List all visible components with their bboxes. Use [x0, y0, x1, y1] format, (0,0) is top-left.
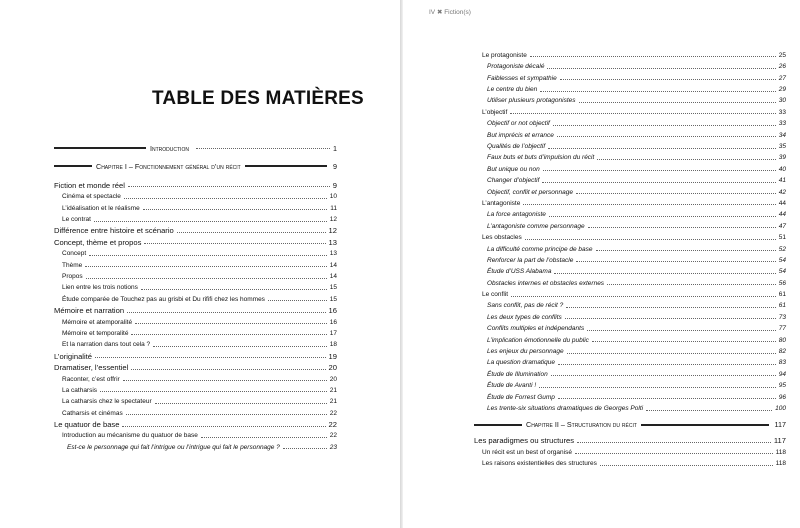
- toc-entry-page: 12: [328, 226, 337, 236]
- leader-dots: [131, 334, 326, 335]
- toc-entry-page: 117: [773, 436, 786, 446]
- leader-dots: [122, 426, 325, 427]
- leader-dots: [587, 330, 776, 331]
- toc-entries: [474, 48, 786, 413]
- toc-entry-label: La catharsis chez le spectateur: [62, 398, 152, 406]
- toc-entry-label: La force antagoniste: [487, 211, 546, 219]
- leader-dots: [597, 159, 775, 160]
- toc-entry-page: 54: [778, 268, 786, 276]
- toc-entry-page: 47: [778, 222, 786, 230]
- leader-dots: [177, 232, 326, 233]
- toc-entry-label: Mémoire et atemporalité: [62, 318, 133, 326]
- toc-entry-page: 20: [328, 363, 337, 373]
- toc-entry: [54, 417, 337, 428]
- toc-entry-page: 14: [329, 261, 337, 269]
- toc-entry-page: 80: [778, 336, 786, 344]
- toc-entry-label: Les paradigmes ou structures: [474, 436, 575, 446]
- toc-entry: [474, 287, 786, 298]
- toc-entry: [474, 230, 786, 241]
- leader-dots: [89, 255, 327, 256]
- leader-dots: [551, 375, 776, 376]
- toc-entry: [474, 390, 786, 401]
- toc-entry-page: 94: [778, 370, 786, 378]
- toc-entry: [474, 162, 786, 173]
- heading-rule: [245, 165, 327, 167]
- toc-entry: [54, 360, 337, 371]
- toc-entry-label: Mémoire et temporalité: [62, 329, 129, 337]
- toc-entry-page: 54: [778, 256, 786, 264]
- toc-entry: [474, 151, 786, 162]
- leader-dots: [268, 300, 327, 301]
- toc-entry-label: Cinéma et spectacle: [62, 193, 121, 201]
- toc-entry-page: 83: [778, 359, 786, 367]
- leader-dots: [127, 312, 325, 313]
- leader-dots: [100, 391, 327, 392]
- toc-entry-page: 22: [328, 420, 337, 429]
- page-title: TABLE DES MATIÈRES: [152, 88, 364, 109]
- leader-dots: [153, 346, 327, 347]
- leader-dots: [566, 307, 776, 308]
- toc-entry: [474, 207, 786, 218]
- toc-entry: [474, 128, 786, 139]
- toc-entry: [474, 242, 786, 253]
- toc-entry-label: Introduction au mécanisme du quatuor de base: [62, 432, 198, 440]
- toc-entry-page: 39: [778, 154, 786, 162]
- toc-entry-label: Le contrat: [62, 216, 91, 224]
- toc-entry-page: 13: [328, 237, 337, 247]
- toc-entry-page: 14: [329, 273, 337, 281]
- toc-entry: [474, 82, 786, 93]
- leader-dots: [565, 318, 776, 319]
- toc-entry-label: Qualités de l’objectif: [487, 143, 546, 151]
- leader-dots: [646, 410, 772, 411]
- toc-entry: [474, 344, 786, 355]
- toc-entry: [54, 212, 337, 223]
- toc-entry-label: Les trente-six situations dramatiques de Georges Polti: [487, 405, 644, 412]
- toc-entry: [474, 59, 786, 70]
- toc-entry-page: 16: [329, 318, 337, 326]
- leader-dots: [553, 125, 776, 126]
- leader-dots: [540, 91, 776, 92]
- toc-entry: [54, 246, 337, 257]
- toc-entry: [474, 276, 786, 287]
- toc-entry: [474, 456, 786, 467]
- toc-entry-page: 77: [778, 325, 786, 333]
- toc-entry: [474, 401, 786, 412]
- leader-dots: [592, 341, 776, 342]
- toc-entry-label: Protagoniste décalé: [487, 63, 545, 71]
- toc-entry-label: Étude comparée de Touchez pas au grisbi et Du rififi chez les hommes: [62, 295, 265, 303]
- toc-entry-label: Étude de Forrest Gump: [487, 393, 555, 401]
- leader-dots: [543, 170, 776, 171]
- toc-entry: [474, 321, 786, 332]
- chapter-title: Chapitre II – Structuration du récit: [526, 420, 637, 429]
- toc-entry-page: 33: [778, 108, 786, 116]
- toc-entry-label: L’originalité: [54, 351, 92, 361]
- leader-dots: [557, 136, 776, 137]
- toc-entry-page: 52: [778, 245, 786, 253]
- toc-entry-label: Les deux types de conflits: [487, 313, 562, 321]
- toc-entry: [474, 94, 786, 105]
- toc-entry-label: Changer d’objectif: [487, 177, 540, 185]
- leader-dots: [600, 465, 773, 466]
- toc-entry-label: Un récit est un best of organisé: [482, 448, 572, 456]
- toc-entry: [54, 235, 337, 246]
- toc-entry-page: 27: [778, 74, 786, 82]
- leader-dots: [549, 216, 776, 217]
- toc-entry-page: 44: [778, 199, 786, 207]
- toc-entry-page: 11: [330, 204, 337, 212]
- toc-entry-label: Les obstacles: [482, 234, 522, 242]
- toc-entry-label: But unique ou non: [487, 165, 540, 173]
- toc-entry-label: But imprécis et errance: [487, 131, 554, 139]
- toc-entry: [474, 219, 786, 230]
- running-head: IV ✖ Fiction(s): [429, 9, 471, 16]
- leader-dots: [196, 148, 330, 149]
- toc-entry-label: Est-ce le personnage qui fait l’intrigue ou l’intrigue qui fait le personnage ?: [67, 443, 280, 451]
- leader-dots: [567, 353, 776, 354]
- toc-entry-label: Concept, thème et propos: [54, 237, 142, 247]
- toc-entry: [474, 253, 786, 264]
- introduction-heading: [54, 142, 337, 154]
- toc-entry: [54, 394, 337, 405]
- toc-entry-page: 13: [329, 250, 337, 258]
- toc-entry: [474, 299, 786, 310]
- toc-entry: [54, 281, 337, 292]
- toc-entry: [54, 326, 337, 337]
- toc-entry-page: 56: [778, 279, 786, 287]
- toc-entry-label: Objectif or not objectif: [487, 120, 550, 128]
- toc-entry-label: La catharsis: [62, 386, 98, 394]
- chapter-heading: [54, 160, 337, 172]
- toc-entry: [54, 440, 337, 451]
- leader-dots: [123, 380, 327, 381]
- toc-entry-label: Le protagoniste: [482, 51, 527, 59]
- toc-entry-label: Obstacles internes et obstacles externes: [487, 279, 605, 287]
- toc-entry-page: 15: [329, 284, 337, 292]
- leader-dots: [576, 193, 776, 194]
- toc-entry-page: 95: [778, 382, 786, 390]
- toc-entry-page: 61: [778, 302, 786, 310]
- toc-entry-label: Faiblesses et sympathie: [487, 74, 557, 82]
- toc-entry-label: Étude d’USS Alabama: [487, 268, 552, 276]
- toc-entry-page: 21: [329, 398, 337, 406]
- toc-entry: [474, 116, 786, 127]
- toc-entry-label: L’antagoniste comme personnage: [487, 222, 585, 230]
- toc-entry-label: Sans conflit, pas de récit ?: [487, 302, 564, 310]
- toc-entry-page: 23: [329, 443, 337, 451]
- toc-entry-page: 82: [778, 348, 786, 356]
- toc-entry: [474, 367, 786, 378]
- leader-dots: [577, 442, 771, 443]
- toc-entry: [54, 178, 337, 189]
- toc-entry-page: 20: [329, 375, 337, 383]
- toc-entry: [54, 372, 337, 383]
- toc-entry: [474, 264, 786, 275]
- leader-dots: [126, 414, 327, 415]
- toc-entry-label: L’antagoniste: [482, 199, 521, 207]
- toc-entry-label: Mémoire et narration: [54, 306, 125, 316]
- leader-dots: [144, 243, 325, 244]
- toc-entry: [54, 292, 337, 303]
- toc-entry: [54, 269, 337, 280]
- leader-dots: [530, 56, 776, 57]
- leader-dots: [283, 448, 327, 449]
- toc-entry-page: 21: [329, 386, 337, 394]
- introduction-page: 1: [333, 143, 337, 153]
- toc-entry: [54, 258, 337, 269]
- toc-entry-label: Étude de Illumination: [487, 370, 548, 378]
- leader-dots: [86, 278, 327, 279]
- leader-dots: [128, 186, 330, 187]
- toc-entry: [474, 173, 786, 184]
- toc-right: [474, 48, 786, 468]
- toc-entry-page: 118: [775, 448, 786, 456]
- toc-entry: [474, 196, 786, 207]
- toc-entry: [474, 356, 786, 367]
- leader-dots: [201, 437, 327, 438]
- toc-entry: [54, 429, 337, 440]
- leader-dots: [575, 453, 773, 454]
- toc-entry-page: 22: [329, 432, 337, 440]
- toc-entry-page: 22: [329, 409, 337, 417]
- toc-entry-label: Le conflit: [482, 291, 509, 299]
- toc-entry: [474, 378, 786, 389]
- chapter-heading: [474, 419, 786, 431]
- toc-entry-label: Thème: [62, 261, 83, 269]
- toc-entry-page: 34: [778, 131, 786, 139]
- toc-entry-label: Et la narration dans tout cela ?: [62, 341, 151, 349]
- leader-dots: [542, 182, 775, 183]
- leader-dots: [539, 387, 776, 388]
- toc-entry-page: 61: [778, 291, 786, 299]
- toc-entry: [474, 445, 786, 456]
- toc-entry-page: 16: [328, 306, 337, 316]
- leader-dots: [547, 68, 775, 69]
- toc-entry: [54, 337, 337, 348]
- toc-entry-label: Le quatuor de base: [54, 420, 120, 429]
- toc-entry: [54, 303, 337, 314]
- toc-entry-label: Objectif, conflit et personnage: [487, 188, 573, 196]
- toc-entry-page: 12: [329, 216, 337, 224]
- chapter-page: 117: [774, 420, 786, 429]
- toc-entry: [474, 71, 786, 82]
- toc-entry-page: 42: [778, 188, 786, 196]
- leader-dots: [85, 266, 327, 267]
- leader-dots: [554, 273, 775, 274]
- toc-entry-page: 73: [778, 313, 786, 321]
- toc-entry-label: Raconter, c’est offrir: [62, 375, 120, 383]
- leader-dots: [143, 209, 328, 210]
- toc-entry-label: Faux buts et buts d’impulsion du récit: [487, 154, 595, 162]
- toc-entry-page: 100: [775, 405, 786, 412]
- toc-entry: [54, 406, 337, 417]
- toc-entry: [54, 383, 337, 394]
- heading-rule: [474, 424, 522, 426]
- toc-entry-page: 17: [329, 329, 337, 337]
- toc-entry: [54, 349, 337, 360]
- toc-entry-page: 18: [329, 341, 337, 349]
- leader-dots: [596, 250, 776, 251]
- toc-entry: [54, 315, 337, 326]
- toc-entry-label: Concept: [62, 250, 87, 258]
- toc-entry-label: Propos: [62, 273, 83, 281]
- leader-dots: [576, 261, 775, 262]
- toc-entry-label: Catharsis et cinémas: [62, 409, 123, 417]
- chapter-title: Chapitre I – Fonctionnement général d’un récit: [96, 161, 241, 171]
- toc-entry-label: Étude de Avanti !: [487, 382, 537, 390]
- toc-entry: [474, 310, 786, 321]
- leader-dots: [525, 239, 776, 240]
- toc-entry-page: 9: [332, 180, 337, 190]
- toc-entry-page: 10: [329, 193, 337, 201]
- toc-entry: [474, 333, 786, 344]
- heading-rule: [641, 424, 769, 426]
- toc-entry-page: 25: [778, 51, 786, 59]
- toc-entry-page: 35: [778, 143, 786, 151]
- toc-entry: [54, 201, 337, 212]
- toc-entry-page: 29: [778, 86, 786, 94]
- leader-dots: [607, 284, 776, 285]
- toc-left: [54, 142, 337, 451]
- toc-entry: [474, 434, 786, 445]
- toc-entry-label: Différence entre histoire et scénario: [54, 226, 174, 236]
- toc-entry-label: La question dramatique: [487, 359, 555, 367]
- toc-entry-page: 41: [778, 177, 786, 185]
- toc-entry-label: Renforcer la part de l’obstacle: [487, 256, 574, 264]
- toc-entry-label: Utiliser plusieurs protagonistes: [487, 97, 576, 105]
- toc-entry-page: 33: [778, 120, 786, 128]
- leader-dots: [588, 227, 776, 228]
- heading-rule: [54, 165, 92, 167]
- toc-entry-label: Les raisons existentielles des structures: [482, 460, 597, 468]
- leader-dots: [579, 102, 776, 103]
- toc-entry-page: 51: [778, 234, 786, 242]
- introduction-title: Introduction: [150, 143, 189, 153]
- toc-entry-page: 96: [778, 393, 786, 401]
- toc-entry-page: 44: [778, 211, 786, 219]
- toc-entry-page: 15: [329, 295, 337, 303]
- toc-entry-label: Fiction et monde réel: [54, 180, 125, 190]
- leader-dots: [124, 198, 327, 199]
- leader-dots: [155, 403, 327, 404]
- toc-entry-label: La difficulté comme principe de base: [487, 245, 593, 253]
- toc-entries: [474, 434, 786, 468]
- toc-entry: [474, 185, 786, 196]
- leader-dots: [511, 296, 776, 297]
- toc-entry-label: Lien entre les trois notions: [62, 284, 138, 292]
- toc-entry-label: L’implication émotionnelle du public: [487, 336, 589, 344]
- toc-entry-label: Le centre du bien: [487, 86, 538, 94]
- toc-entry: [54, 189, 337, 200]
- leader-dots: [131, 369, 325, 370]
- toc-entry: [474, 105, 786, 116]
- toc-entry-page: 118: [775, 460, 786, 468]
- toc-entry-page: 30: [778, 97, 786, 105]
- toc-entry-page: 26: [778, 63, 786, 71]
- leader-dots: [95, 357, 326, 358]
- toc-entry: [474, 139, 786, 150]
- toc-entry-label: Les enjeux du personnage: [487, 348, 564, 356]
- heading-rule: [54, 147, 146, 149]
- toc-entry-label: L’idéalisation et le réalisme: [62, 204, 140, 212]
- leader-dots: [558, 364, 776, 365]
- toc-entries: [54, 178, 337, 451]
- leader-dots: [94, 221, 327, 222]
- leader-dots: [548, 148, 776, 149]
- toc-entry: [474, 48, 786, 59]
- leader-dots: [558, 398, 776, 399]
- right-page: [403, 0, 800, 528]
- leader-dots: [510, 113, 775, 114]
- leader-dots: [135, 323, 327, 324]
- chapter-page: 9: [333, 161, 337, 171]
- toc-entry-label: L’objectif: [482, 108, 508, 116]
- toc-entry-label: Dramatiser, l’essentiel: [54, 363, 129, 373]
- toc-entry: [54, 224, 337, 235]
- toc-entry-label: Conflits multiples et indépendants: [487, 325, 585, 333]
- leader-dots: [560, 79, 776, 80]
- leader-dots: [141, 289, 327, 290]
- toc-entry-page: 19: [328, 351, 337, 361]
- leader-dots: [523, 204, 775, 205]
- toc-entry-page: 40: [778, 165, 786, 173]
